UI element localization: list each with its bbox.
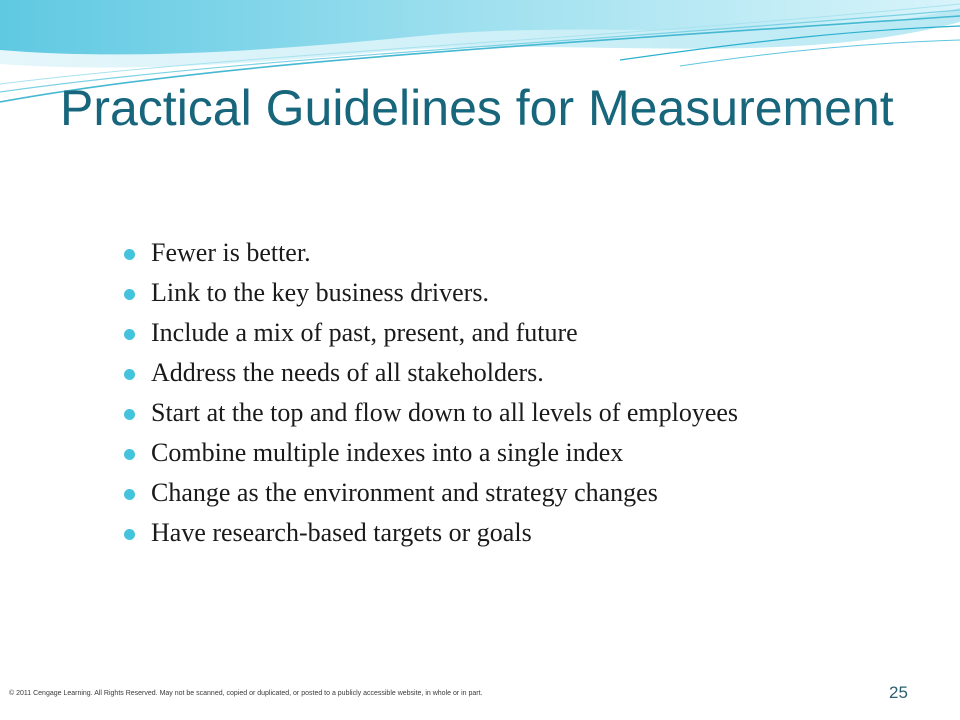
bullet-icon	[124, 449, 135, 460]
bullet-icon	[124, 369, 135, 380]
bullet-text: Change as the environment and strategy changes	[151, 478, 658, 507]
bullet-text: Fewer is better.	[151, 238, 311, 267]
bullet-icon	[124, 489, 135, 500]
bullet-icon	[124, 289, 135, 300]
bullet-item	[124, 398, 884, 428]
page-number: 25	[889, 683, 908, 702]
bullet-item	[124, 478, 884, 508]
bullet-text: Include a mix of past, present, and future	[151, 318, 578, 347]
bullet-text: Start at the top and flow down to all levels of employees	[151, 398, 739, 427]
copyright-footer: © 2011 Cengage Learning. All Rights Reserved. May not be scanned, copied or duplicated, or posted to a publicly accessible website, in whole or in part.	[9, 690, 483, 697]
slide-title: Practical Guidelines for Measurement	[60, 80, 894, 136]
bullet-icon	[124, 409, 135, 420]
bullet-item	[124, 358, 884, 388]
bullet-text: Have research-based targets or goals	[151, 518, 532, 547]
bullet-item	[124, 238, 884, 268]
bullet-item	[124, 438, 884, 468]
bullet-icon	[124, 329, 135, 340]
bullet-item	[124, 518, 884, 548]
bullet-text: Combine multiple indexes into a single index	[151, 438, 624, 467]
bullet-text: Address the needs of all stakeholders.	[151, 358, 544, 387]
bullet-list	[124, 238, 884, 558]
bullet-text: Link to the key business drivers.	[151, 278, 489, 307]
bullet-icon	[124, 529, 135, 540]
bullet-icon	[124, 249, 135, 260]
bullet-item	[124, 278, 884, 308]
bullet-item	[124, 318, 884, 348]
